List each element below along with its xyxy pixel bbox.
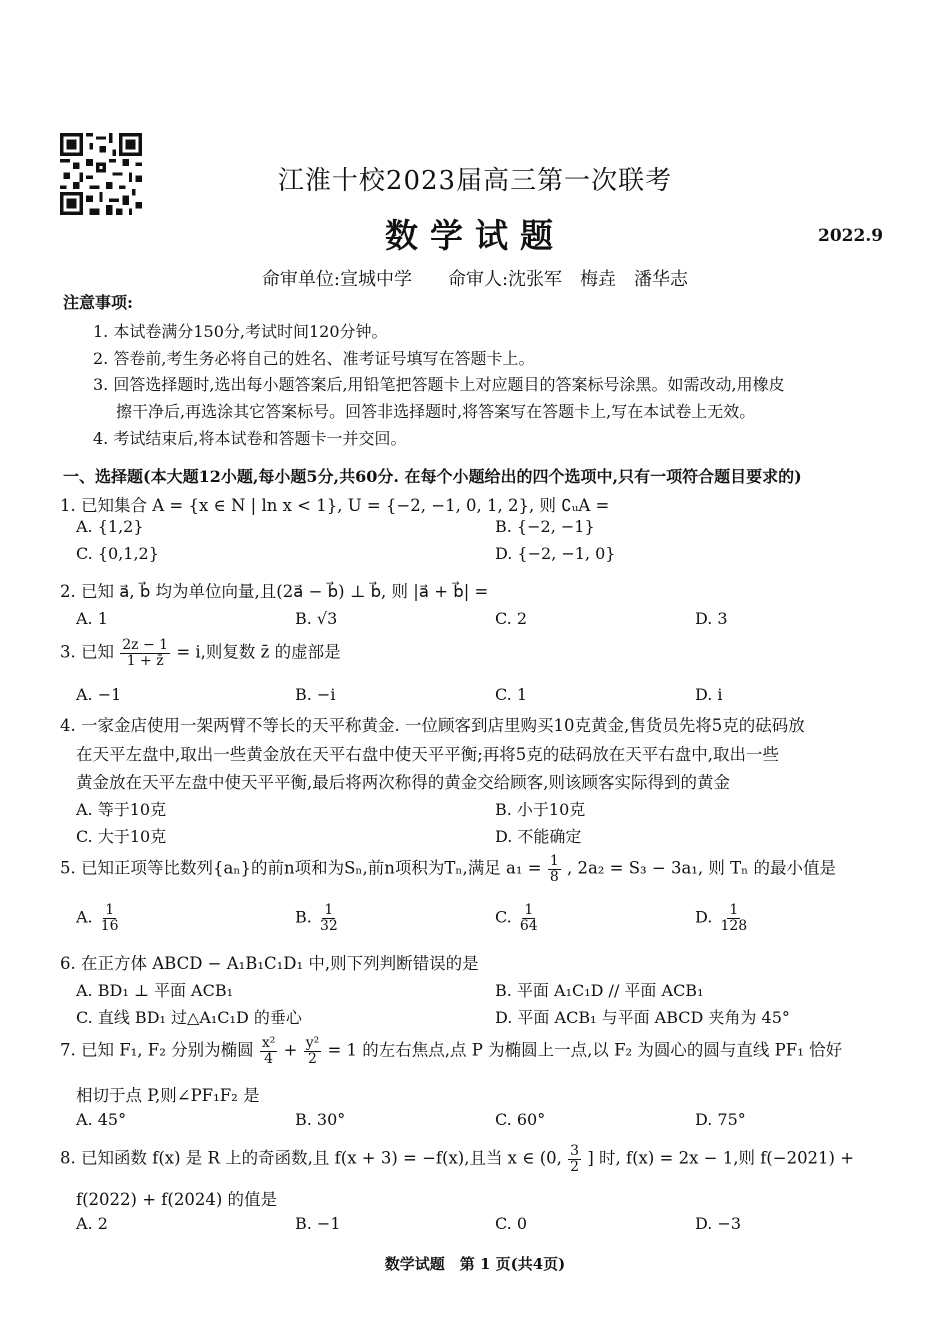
notice-item: 1. 本试卷满分150分,考试时间120分钟。 (93, 322, 388, 341)
fraction-denominator: 64 (519, 917, 538, 934)
q8-interval-right: ] (587, 1148, 594, 1168)
fraction-denominator: 16 (100, 917, 119, 934)
q2-option-c: C. 2 (495, 609, 528, 628)
q7-fraction-x (260, 1036, 278, 1066)
subject-title: 数学试题 (385, 216, 565, 255)
q5-option-d (695, 903, 750, 933)
notice-item: 擦干净后,再选涂其它答案标号。回答非选择题时,将答案写在答题卡上,写在本试卷上无效。 (116, 402, 756, 421)
q5-option-a-fraction (99, 903, 121, 933)
q5-fraction (548, 854, 561, 884)
q7-option-a: A. 45° (76, 1110, 127, 1129)
q8-option-a: A. 2 (76, 1214, 108, 1233)
fraction-denominator: 32 (319, 917, 338, 934)
question-7-stem (60, 1036, 842, 1066)
q1-option-c: C. {0,1,2} (76, 544, 159, 563)
fraction-denominator: 2 (570, 1158, 580, 1175)
q7-option-d: D. 75° (695, 1110, 746, 1129)
q7-option-b: B. 30° (295, 1110, 346, 1129)
q8-option-d: D. −3 (695, 1214, 742, 1233)
q3-fraction-denominator: 1 + z̄ (126, 652, 164, 669)
fraction-numerator: y² (305, 1035, 320, 1051)
q3-option-c: C. 1 (495, 685, 528, 704)
q3-fraction (120, 638, 170, 668)
q3-prefix: 3. 已知 (60, 642, 114, 662)
exam-title: 江淮十校2023届高三第一次联考 (277, 166, 673, 196)
q8-option-b: B. −1 (295, 1214, 341, 1233)
authors-line: 命审单位:宣城中学 命审人:沈张军 梅垚 潘华志 (261, 269, 689, 290)
q4-option-d: D. 不能确定 (495, 827, 582, 846)
question-5-stem (60, 854, 836, 884)
q6-option-d: D. 平面 ACB₁ 与平面 ABCD 夹角为 45° (495, 1008, 790, 1027)
q4-option-b: B. 小于10克 (495, 800, 586, 819)
fraction-numerator: x² (261, 1035, 276, 1051)
q7-plus: + (283, 1040, 298, 1060)
q3-suffix: = i,则复数 z̄ 的虚部是 (176, 642, 341, 662)
fraction-denominator: 2 (307, 1050, 317, 1067)
q1-option-a: A. {1,2} (76, 517, 144, 536)
q5-option-b (295, 903, 341, 933)
question-1-stem: 1. 已知集合 A = {x ∈ N | ln x < 1}, U = {−2, −1, 0, 1, 2}, 则 ∁ᵤA = (60, 496, 610, 515)
fraction-numerator: 3 (570, 1143, 580, 1159)
fraction-numerator: 1 (105, 902, 115, 918)
fraction-numerator: 1 (729, 902, 739, 918)
q5-option-a (76, 903, 122, 933)
q5-option-d-fraction (718, 903, 749, 933)
q5-fraction-denominator: 8 (549, 868, 559, 885)
q5-prefix: 5. 已知正项等比数列{aₙ}的前n项和为Sₙ,前n项积为Tₙ,满足 a₁ = (60, 858, 542, 878)
q3-fraction-numerator: 2z − 1 (122, 637, 169, 653)
q1-option-d: D. {−2, −1, 0} (495, 544, 616, 563)
fraction-numerator: 1 (324, 902, 334, 918)
exam-date: 2022.9 (818, 226, 884, 246)
q8-suffix: 时, f(x) = 2x − 1,则 f(−2021) + (599, 1148, 855, 1168)
q5-suffix: , 2a₂ = S₃ − 3a₁, 则 Tₙ 的最小值是 (566, 858, 837, 878)
q5-option-b-label: B. (295, 907, 312, 927)
q3-option-a: A. −1 (76, 685, 122, 704)
q7-fraction-y (304, 1036, 322, 1066)
fraction-denominator: 128 (720, 917, 748, 934)
question-7-line2: 相切于点 P,则∠PF₁F₂ 是 (76, 1086, 260, 1105)
notice-item: 3. 回答选择题时,选出每小题答案后,用铅笔把答题卡上对应题目的答案标号涂黑。如需改动,用橡皮 (93, 375, 785, 394)
question-6-stem: 6. 在正方体 ABCD − A₁B₁C₁D₁ 中,则下列判断错误的是 (60, 954, 479, 973)
notice-heading: 注意事项: (63, 293, 133, 312)
question-4-line: 黄金放在天平左盘中使天平平衡,最后将两次称得的黄金交给顾客,则该顾客实际得到的黄金 (76, 773, 730, 792)
q8-option-c: C. 0 (495, 1214, 528, 1233)
q1-option-b: B. {−2, −1} (495, 517, 595, 536)
q5-option-c-fraction (518, 903, 540, 933)
question-8-stem (60, 1144, 854, 1174)
fraction-numerator: 1 (524, 902, 534, 918)
q4-option-a: A. 等于10克 (76, 800, 167, 819)
q5-option-c-label: C. (495, 907, 512, 927)
page-footer: 数学试题 第 1 页(共4页) (384, 1255, 566, 1273)
q5-option-d-label: D. (695, 907, 713, 927)
q4-option-c: C. 大于10克 (76, 827, 167, 846)
question-4-line: 4. 一家金店使用一架两臂不等长的天平称黄金. 一位顾客到店里购买10克黄金,售货员先将5克的砝码放 (60, 716, 805, 735)
q8-interval-left: (0, (539, 1148, 562, 1168)
question-2-stem: 2. 已知 a⃗, b⃗ 均为单位向量,且(2a⃗ − b⃗) ⊥ b⃗, 则 |a⃗ + b⃗| = (60, 582, 489, 601)
q5-fraction-numerator: 1 (549, 853, 559, 869)
q6-option-b: B. 平面 A₁C₁D // 平面 ACB₁ (495, 981, 704, 1000)
q7-option-c: C. 60° (495, 1110, 546, 1129)
q6-option-a: A. BD₁ ⊥ 平面 ACB₁ (76, 981, 234, 1000)
q8-interval-fraction (568, 1144, 581, 1174)
q3-option-b: B. −i (295, 685, 336, 704)
notice-item: 4. 考试结束后,将本试卷和答题卡一并交回。 (93, 429, 407, 448)
q2-option-d: D. 3 (695, 609, 728, 628)
q5-option-b-fraction (318, 903, 340, 933)
q2-option-b: B. √3 (295, 609, 338, 628)
q8-prefix: 8. 已知函数 f(x) 是 R 上的奇函数,且 f(x + 3) = −f(x),且当 x ∈ (60, 1148, 535, 1168)
q7-prefix: 7. 已知 F₁, F₂ 分别为椭圆 (60, 1040, 254, 1060)
q5-option-c (495, 903, 541, 933)
q7-suffix: = 1 的左右焦点,点 P 为椭圆上一点,以 F₂ 为圆心的圆与直线 PF₁ 恰好 (327, 1040, 843, 1060)
question-3-stem (60, 638, 341, 668)
q5-option-a-label: A. (76, 907, 93, 927)
notice-item: 2. 答卷前,考生务必将自己的姓名、准考证号填写在答题卡上。 (93, 349, 535, 368)
q6-option-c: C. 直线 BD₁ 过△A₁C₁D 的垂心 (76, 1008, 302, 1027)
question-4-line: 在天平左盘中,取出一些黄金放在天平右盘中使天平平衡;再将5克的砝码放在天平右盘中,取出一些 (76, 745, 780, 764)
fraction-denominator: 4 (264, 1050, 274, 1067)
question-8-line2: f(2022) + f(2024) 的值是 (76, 1190, 278, 1209)
section-heading: 一、选择题(本大题12小题,每小题5分,共60分. 在每个小题给出的四个选项中,只有一项符合题目要求的) (63, 467, 802, 486)
q2-option-a: A. 1 (76, 609, 108, 628)
q3-option-d: D. i (695, 685, 723, 704)
